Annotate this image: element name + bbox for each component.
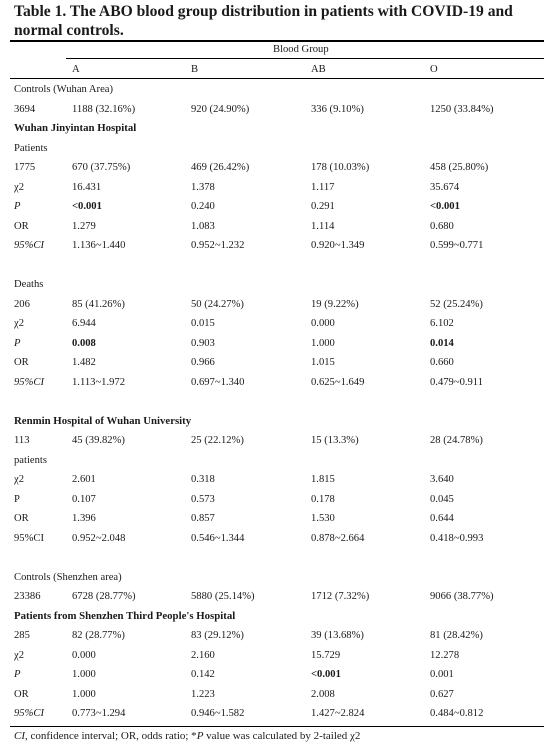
row-label: Controls (Wuhan Area) — [14, 84, 114, 95]
table-cell: 83 (29.12%) — [191, 630, 244, 641]
row-label: 206 — [14, 299, 30, 310]
table-cell: 0.546~1.344 — [191, 533, 245, 544]
table-cell: 1.482 — [72, 357, 96, 368]
row-label: 95%CI — [14, 240, 45, 251]
footnote-ci-abbr: CI — [14, 730, 25, 742]
table-cell: 6.102 — [430, 318, 454, 329]
table-cell: 0.952~2.048 — [72, 533, 126, 544]
row-label: P — [14, 338, 21, 349]
column-header-o: O — [430, 64, 438, 75]
table-cell: 0.142 — [191, 669, 215, 680]
table-cell: 0.107 — [72, 494, 96, 505]
table-cell: 85 (41.26%) — [72, 299, 125, 310]
column-header-a: A — [72, 64, 80, 75]
table-cell: 1.279 — [72, 221, 96, 232]
table-cell: 3.640 — [430, 474, 454, 485]
table-cell: 1188 (32.16%) — [72, 104, 136, 115]
table-cell: 45 (39.82%) — [72, 435, 125, 446]
table-cell: 1.113~1.972 — [72, 377, 126, 388]
table-footnote — [14, 730, 360, 742]
table-cell: <0.001 — [430, 201, 460, 212]
table-cell: 0.644 — [430, 513, 454, 524]
row-label: 285 — [14, 630, 30, 641]
table-cell: 0.697~1.340 — [191, 377, 245, 388]
table-cell: 0.015 — [191, 318, 215, 329]
row-label: patients — [14, 455, 47, 466]
table-cell: 0.625~1.649 — [311, 377, 365, 388]
table-cell: 39 (13.68%) — [311, 630, 364, 641]
table-cell: 50 (24.27%) — [191, 299, 244, 310]
table-cell: 25 (22.12%) — [191, 435, 244, 446]
top-rule — [10, 40, 544, 42]
row-label: P — [14, 201, 21, 212]
table-cell: 1.396 — [72, 513, 96, 524]
table-cell: 0.418~0.993 — [430, 533, 484, 544]
footnote-text-2: value was calculated by 2-tailed χ2 — [203, 730, 361, 742]
table-cell: 0.946~1.582 — [191, 708, 245, 719]
table-cell: 0.001 — [430, 669, 454, 680]
table-cell: 0.680 — [430, 221, 454, 232]
table-cell: 2.160 — [191, 650, 215, 661]
row-label: OR — [14, 513, 29, 524]
table-cell: 1.223 — [191, 689, 215, 700]
table-cell: 2.008 — [311, 689, 335, 700]
table-cell: 0.952~1.232 — [191, 240, 245, 251]
table-cell: 81 (28.42%) — [430, 630, 483, 641]
blood-group-underline — [66, 58, 544, 59]
table-cell: 0.966 — [191, 357, 215, 368]
table-cell: 15.729 — [311, 650, 341, 661]
table-cell: 1.378 — [191, 182, 215, 193]
section-heading: Renmin Hospital of Wuhan University — [14, 415, 192, 427]
table-cell: 0.178 — [311, 494, 335, 505]
table-cell: 1.114 — [311, 221, 335, 232]
table-cell: 6.944 — [72, 318, 96, 329]
row-label: χ2 — [14, 650, 24, 661]
table-cell: 670 (37.75%) — [72, 162, 131, 173]
table-cell: 5880 (25.14%) — [191, 591, 255, 602]
table-cell: 16.431 — [72, 182, 102, 193]
footnote-p-abbr: P — [196, 730, 204, 742]
table-cell: 0.857 — [191, 513, 215, 524]
row-label: P — [14, 669, 21, 680]
row-label: χ2 — [14, 474, 24, 485]
table-cell: 0.878~2.664 — [311, 533, 365, 544]
table-cell: 1.117 — [311, 182, 335, 193]
table-cell: 0.660 — [430, 357, 454, 368]
table-title: Table 1. The ABO blood group distribution in patients with COVID-19 and normal controls. — [14, 3, 513, 39]
row-label: 95%CI — [14, 708, 45, 719]
table-cell: 1.427~2.824 — [311, 708, 365, 719]
table-cell: 0.014 — [430, 338, 454, 349]
column-header-ab: AB — [311, 64, 326, 75]
header-rule — [10, 78, 544, 79]
table-cell: 0.318 — [191, 474, 215, 485]
table-cell: 0.484~0.812 — [430, 708, 484, 719]
table-cell: 1.000 — [72, 669, 96, 680]
table-cell: <0.001 — [311, 669, 341, 680]
table-cell: 0.240 — [191, 201, 215, 212]
table-cell: 1.136~1.440 — [72, 240, 126, 251]
row-label: P — [14, 494, 20, 505]
row-label: χ2 — [14, 182, 24, 193]
table-cell: 52 (25.24%) — [430, 299, 483, 310]
table-cell: 0.291 — [311, 201, 335, 212]
table-cell: 1712 (7.32%) — [311, 591, 370, 602]
row-label: Patients — [14, 143, 48, 154]
table-cell: <0.001 — [72, 201, 102, 212]
row-label: Controls (Shenzhen area) — [14, 572, 122, 583]
table-cell: 1250 (33.84%) — [430, 104, 494, 115]
table-cell: 0.773~1.294 — [72, 708, 126, 719]
table-cell: 1.000 — [311, 338, 335, 349]
table-cell: 0.045 — [430, 494, 454, 505]
row-label: χ2 — [14, 318, 24, 329]
row-label: 113 — [14, 435, 30, 446]
table-cell: 0.903 — [191, 338, 215, 349]
table-cell: 0.573 — [191, 494, 215, 505]
row-label: 95%CI — [14, 377, 45, 388]
table-cell: 178 (10.03%) — [311, 162, 370, 173]
table-cell: 336 (9.10%) — [311, 104, 364, 115]
table-cell: 12.278 — [430, 650, 460, 661]
row-label: 95%CI — [14, 533, 45, 544]
table-cell: 0.000 — [72, 650, 96, 661]
table-cell: 0.627 — [430, 689, 454, 700]
table-cell: 1.530 — [311, 513, 335, 524]
row-label: 23386 — [14, 591, 41, 602]
table-cell: 0.000 — [311, 318, 335, 329]
table-cell: 2.601 — [72, 474, 96, 485]
section-heading: Wuhan Jinyintan Hospital — [14, 122, 137, 134]
footnote-text-1: , confidence interval; OR, odds ratio; * — [25, 730, 197, 742]
table-cell: 1.000 — [72, 689, 96, 700]
row-label: OR — [14, 221, 29, 232]
table-cell: 19 (9.22%) — [311, 299, 359, 310]
table-cell: 0.920~1.349 — [311, 240, 365, 251]
table-cell: 458 (25.80%) — [430, 162, 489, 173]
table-cell: 1.083 — [191, 221, 215, 232]
table-cell: 9066 (38.77%) — [430, 591, 494, 602]
row-label: OR — [14, 357, 29, 368]
table-cell: 35.674 — [430, 182, 460, 193]
table-cell: 0.008 — [72, 338, 96, 349]
table-cell: 1.815 — [311, 474, 335, 485]
table-cell: 920 (24.90%) — [191, 104, 250, 115]
table-cell: 82 (28.77%) — [72, 630, 125, 641]
table-cell: 0.479~0.911 — [430, 377, 484, 388]
table-cell: 15 (13.3%) — [311, 435, 359, 446]
row-label: OR — [14, 689, 29, 700]
table-cell: 0.599~0.771 — [430, 240, 484, 251]
bottom-rule — [10, 726, 544, 727]
column-header-b: B — [191, 64, 199, 75]
table-cell: 6728 (28.77%) — [72, 591, 136, 602]
blood-group-header: Blood Group — [273, 44, 329, 55]
table-cell: 28 (24.78%) — [430, 435, 483, 446]
row-label: 1775 — [14, 162, 36, 173]
row-label: Deaths — [14, 279, 44, 290]
section-heading: Patients from Shenzhen Third People's Hospital — [14, 610, 236, 622]
row-label: 3694 — [14, 104, 36, 115]
table-cell: 1.015 — [311, 357, 335, 368]
table-cell: 469 (26.42%) — [191, 162, 250, 173]
